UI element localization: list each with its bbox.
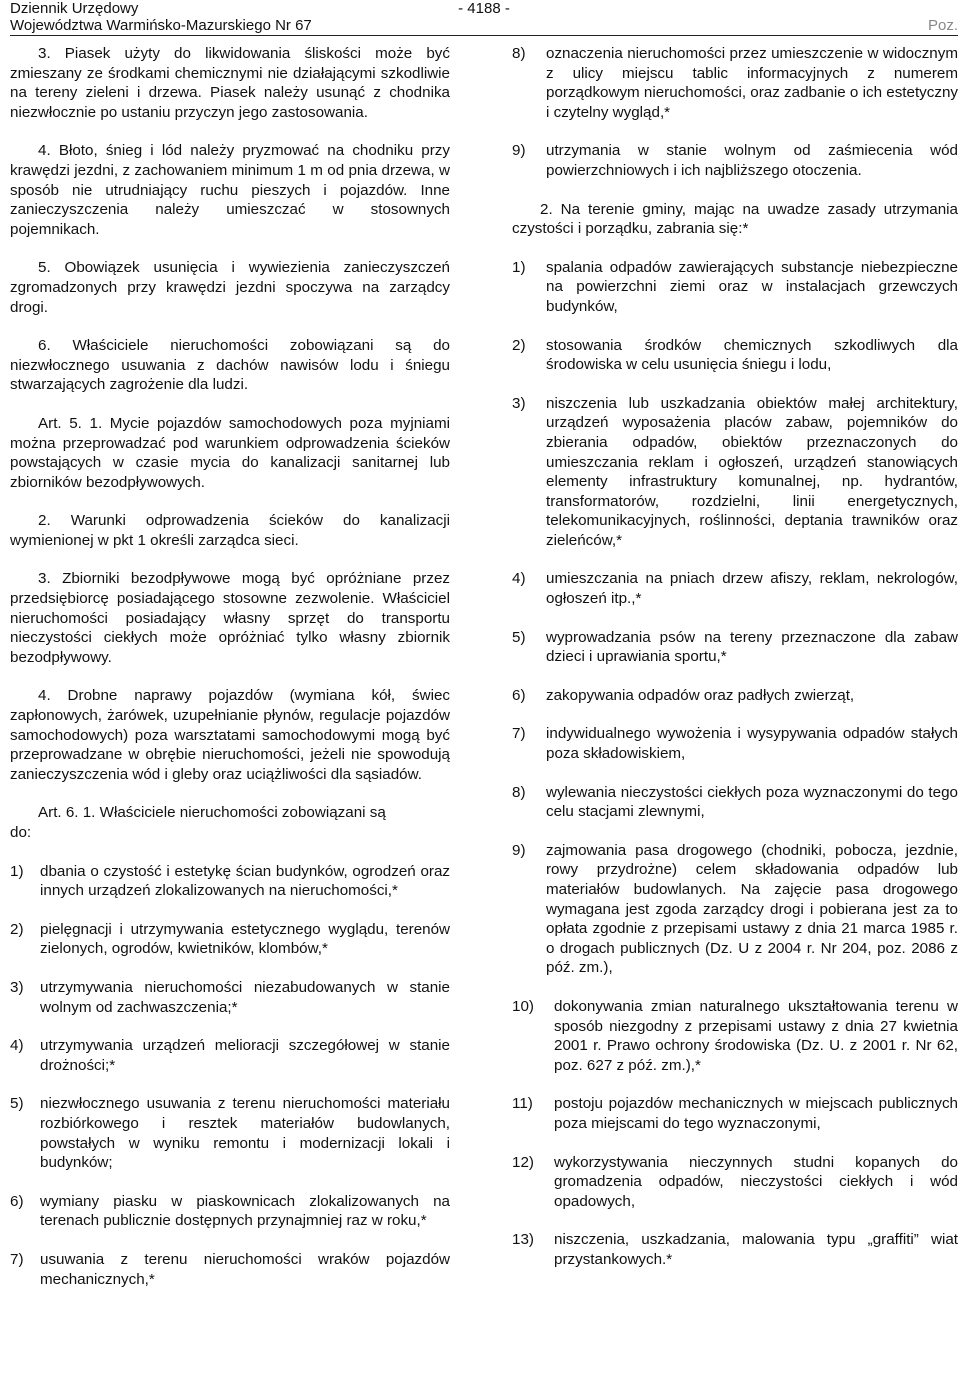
article-6-intro	[10, 803, 450, 842]
article-6-paragraph-2: 2. Na terenie gminy, mając na uwadze zasady utrzymania czystości i porządku, zabrania się:*	[512, 200, 958, 238]
list-item: 1) dbania o czystość i estetykę ścian budynków, ogrodzeń oraz innych urządzeń zlokalizowanych na nieruchomości,*	[10, 862, 450, 900]
paragraph-6: 6. Właściciele nieruchomości zobowiązani są do niezwłocznego usuwania z dachów nawisów lodu i śniegu stwarzających zagrożenie dla ludzi.	[10, 337, 450, 394]
list-item: 2) stosowania środków chemicznych szkodliwych dla środowiska w celu usunięcia śniegu i lodu,	[512, 336, 958, 374]
list-item: 7) usuwania z terenu nieruchomości wraków pojazdów mechanicznych,*	[10, 1250, 450, 1288]
journal-title: Dziennik Urzędowy	[10, 0, 139, 17]
paragraph-4: 4. Błoto, śnieg i lód należy pryzmować na chodniku przy krawędzi jezdni, z zachowaniem minimum 1 m od pnia drzewa, w sposób nie utrudniający ruchu pieszych i pojazdów. Inne zanieczyszczenia należy umieszczać w stosownych pojemnikach.	[10, 142, 450, 238]
list-item: 2) pielęgnacji i utrzymywania estetycznego wyglądu, terenów zielonych, ogrodów, kwietników, klombów,*	[10, 920, 450, 958]
list-item: 11) postoju pojazdów mechanicznych w miejscach publicznych poza miejscami do tego wyznaczonymi,	[512, 1095, 958, 1132]
article-6-line-2: do:	[10, 824, 32, 841]
article-5-paragraph-4: 4. Drobne naprawy pojazdów (wymiana kół, świec zapłonowych, żarówek, uzupełnianie płynów, regulacje pojazdów samochodowych) poza warsztatami samochodowymi mogą być przeprowadzane w obrębie nieruchomości, jeżeli nie spowodują zanieczyszczenia wód i gleby oraz uciążliwości dla sąsiadów.	[10, 687, 450, 783]
list-item: 7) indywidualnego wywożenia i wysypywania odpadów stałych poza składowiskiem,	[512, 725, 958, 763]
paragraph-5: 5. Obowiązek usunięcia i wywiezienia zanieczyszczeń zgromadzonych przy krawędzi jezdni spoczywa na zarządcy drogi.	[10, 259, 450, 316]
list-item: 5) wyprowadzania psów na tereny przeznaczone dla zabaw dzieci i uprawiania sportu,*	[512, 628, 958, 666]
list-item: 5) niezwłocznego usuwania z terenu nieruchomości materiału rozbiórkowego i resztek materiałów budowlanych, powstałych w wyniku remontu i modernizacji lokali i budynków;	[10, 1095, 450, 1172]
list-item: 13) niszczenia, uszkadzania, malowania typu „graffiti” wiat przystankowych.*	[512, 1231, 958, 1268]
list-item: 6) zakopywania odpadów oraz padłych zwierząt,	[512, 686, 855, 704]
list-item: 8) oznaczenia nieruchomości przez umieszczenie w widocznym z ulicy miejscu tablic informacyjnych z numerem porządkowym nieruchomości, oraz zadbanie o ich estetyczny i czytelny wygląd,*	[512, 45, 958, 121]
paragraph-3: 3. Piasek użyty do likwidowania śliskości może być zmieszany ze środkami chemicznymi nie działającymi szkodliwie na tereny zieleni i drzewa. Piasek należy usunąć z chodnika niezwłocznie po ustaniu przyczyn jego zastosowania.	[10, 45, 450, 121]
list-item: 1) spalania odpadów zawierających substancje niebezpieczne na powierzchni ziemi oraz w instalacjach grzewczych budynków,	[512, 258, 958, 315]
list-item: 4) umieszczania na pniach drzew afiszy, reklam, nekrologów, ogłoszeń itp.,*	[512, 570, 958, 608]
left-column	[10, 44, 450, 1308]
article-5-paragraph-1: Art. 5. 1. Mycie pojazdów samochodowych poza myjniami można przeprowadzać pod warunkiem odprowadzenia ścieków powstających w czasie mycia do kanalizacji sanitarnej lub zbiorników bezodpływowych.	[10, 414, 450, 491]
list-item: 3) utrzymywania nieruchomości niezabudowanych w stanie wolnym od zachwaszczenia;*	[10, 978, 450, 1016]
journal-region: Województwa Warmińsko-Mazurskiego Nr 67	[10, 17, 312, 34]
list-item: 12) wykorzystywania nieczynnych studni kopanych do gromadzenia odpadów, nieczystości ciekłych i wód opadowych,	[512, 1153, 958, 1210]
list-item: 8) wylewania nieczystości ciekłych poza wyznaczonymi do tego celu stacjami zlewnymi,	[512, 783, 958, 821]
list-item: 9) zajmowania pasa drogowego (chodniki, pobocza, jezdnie, rowy przydrożne) celem składowania odpadów lub materiałów budowlanych. Na zajęcie pasa drogowego wymagana jest zgoda zarządcy drogi i pobierana jest za to opłata zgodnie z przepisami ustawy z dnia 21 marca 1985 r. o drogach publicznych (Dz. U z 2004 r. Nr 204, poz. 2086 z póź. zm.),	[512, 841, 958, 977]
article-6-list	[10, 862, 450, 1290]
page-header	[10, 0, 958, 34]
header-rule	[10, 35, 958, 36]
prohibitions-list	[512, 258, 958, 1270]
right-column	[512, 44, 958, 1289]
article-6-list-continued	[512, 44, 958, 181]
list-item: 3) niszczenia lub uszkadzania obiektów małej architektury, urządzeń wyposażenia placów zabaw, pojemników do zbierania odpadów, obiektów przeznaczonych do umieszczania reklam i ogłoszeń, urządzeń stanowiących elementy infrastruktury komunalnej, np. hydrantów, transformatorów, rozdzielni, linii energetycznych, telekomunikacyjnych, roślinności, deptania trawników oraz zieleńców,*	[512, 394, 958, 549]
page-number: - 4188 -	[458, 0, 510, 17]
list-item: 9) utrzymania w stanie wolnym od zaśmiecenia wód powierzchniowych i ich najbliższego otoczenia.	[512, 142, 958, 179]
article-6-line-1: Art. 6. 1. Właściciele nieruchomości zobowiązani są	[38, 804, 386, 822]
list-item: 4) utrzymywania urządzeń melioracji szczegółowej w stanie drożności;*	[10, 1037, 450, 1074]
list-item: 6) wymiany piasku w piaskownicach zlokalizowanych na terenach publicznie dostępnych przynajmniej raz w roku,*	[10, 1192, 450, 1230]
article-5-paragraph-2: 2. Warunki odprowadzenia ścieków do kanalizacji wymienionej w pkt 1 określi zarządca sieci.	[10, 512, 450, 549]
list-item: 10) dokonywania zmian naturalnego ukształtowania terenu w sposób niezgodny z przepisami ustawy z dnia 27 kwietnia 2001 r. Prawo ochrony środowiska (Dz. U. z 2001 r. Nr 62, poz. 627 z póź. zm.),*	[512, 997, 958, 1074]
position-label: Poz.	[927, 17, 958, 34]
article-5-paragraph-3: 3. Zbiorniki bezodpływowe mogą być opróżniane przez przedsiębiorcę posiadającego stosowne zezwolenie. Właściciel nieruchomości posiadający własny sprzęt do transportu nieczystości ciekłych może opróżniać tylko własny zbiornik bezodpływowy.	[10, 570, 450, 666]
